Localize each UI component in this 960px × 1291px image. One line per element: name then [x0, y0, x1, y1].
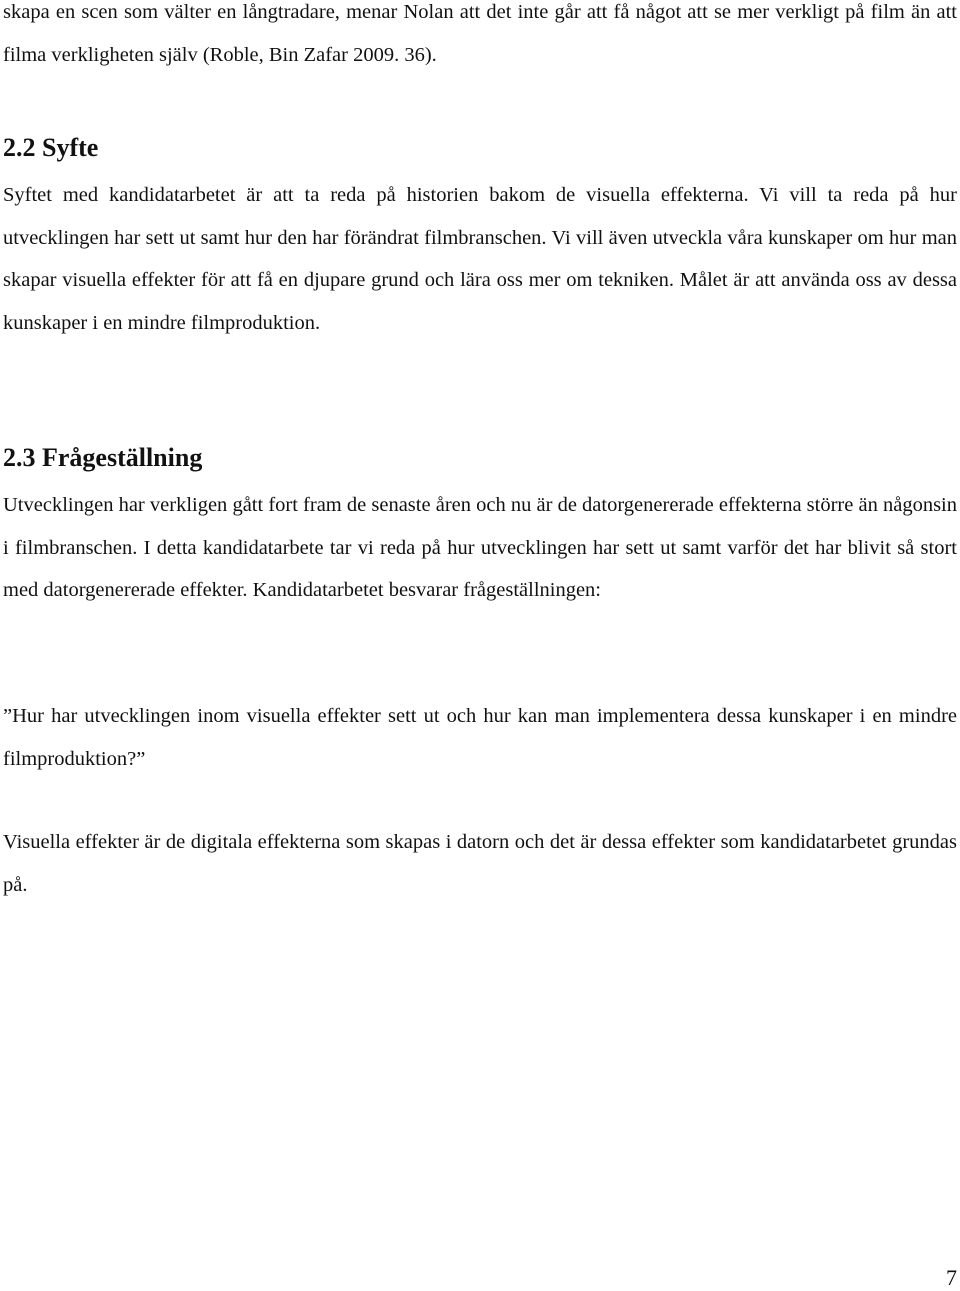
section-heading-fragestallning: 2.3 Frågeställning	[3, 443, 203, 472]
section-heading-syfte: 2.2 Syfte	[3, 133, 99, 162]
definition-paragraph: Visuella effekter är de digitala effekterna som skapas i datorn och det är dessa effekter som kandidatarbetet grundas på.	[3, 831, 957, 896]
fragestallning-paragraph: Utvecklingen har verkligen gått fort fram de senaste åren och nu är de datorgenererade effekterna större än någonsin i filmbranschen. I detta kandidatarbete tar vi reda på hur utvecklingen har sett ut samt varför det har blivit så stort med datorgenererade effekter. Kandidatarbetet besvarar frågeställningen:	[3, 494, 957, 601]
page-number: 7	[946, 1265, 957, 1290]
intro-paragraph: skapa en scen som välter en långtradare, menar Nolan att det inte går att få något att se mer verkligt på film än att filma verkligheten själv (Roble, Bin Zafar 2009. 36).	[3, 1, 957, 66]
research-question-paragraph: ”Hur har utvecklingen inom visuella effekter sett ut och hur kan man implementera dessa kunskaper i en mindre filmproduktion?”	[3, 705, 957, 770]
syfte-paragraph: Syftet med kandidatarbetet är att ta reda på historien bakom de visuella effekterna. Vi vill ta reda på hur utvecklingen har sett ut samt hur den har förändrat filmbranschen. Vi vill även utveckla våra kunskaper om hur man skapar visuella effekter för att få en djupare grund och lära oss mer om tekniken. Målet är att använda oss av dessa kunskaper i en mindre filmproduktion.	[3, 184, 957, 334]
